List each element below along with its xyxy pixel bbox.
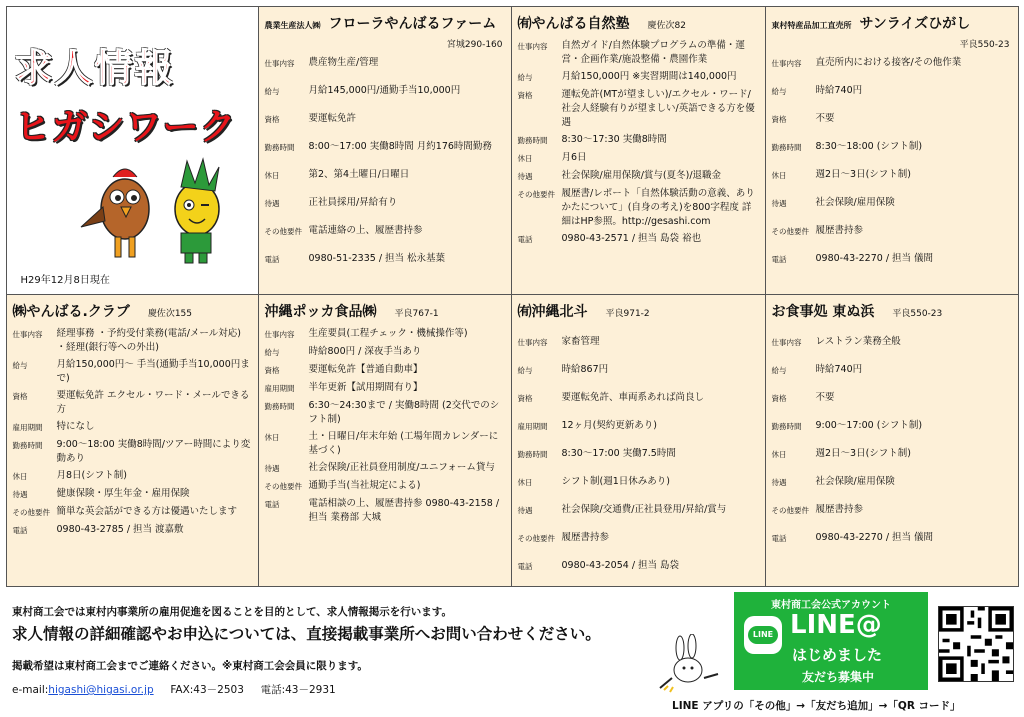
row-label: 待遇 <box>264 198 280 208</box>
row-label: 資格 <box>264 365 280 375</box>
job-card-higashinuhama <box>765 294 1019 587</box>
title-panel <box>6 6 259 295</box>
row-value: 社会保険/正社員登用制度/ユニフォーム貸与 <box>308 461 495 473</box>
row-label: 給与 <box>517 365 533 375</box>
row-value: 社会保険/雇用保険 <box>815 475 895 487</box>
mascot-illustration <box>77 157 247 267</box>
row-value: 社会保険/交通費/正社員登用/昇給/賞与 <box>561 503 727 515</box>
row-label: 休日 <box>264 170 280 180</box>
qr-code-icon[interactable] <box>938 606 1014 682</box>
row-value: 8:00～17:00 実働8時間 月約176時間勤務 <box>308 140 492 152</box>
company-location: 平良550-23 <box>892 308 943 319</box>
row-value: 社会保険/雇用保険/賞与(夏冬)/退職金 <box>561 169 722 181</box>
row-value: 週2日～3日(シフト制) <box>815 447 912 459</box>
row-label: 雇用期間 <box>12 422 43 432</box>
row-label: その他要件 <box>771 505 809 515</box>
row-value: 9:00～18:00 実働8時間/ツアー時間により変動あり <box>56 438 251 464</box>
row-value: 8:30～17:30 実働8時間 <box>561 133 667 145</box>
company-location: 慶佐次155 <box>147 308 193 319</box>
job-card-sunrise-higashi <box>765 6 1019 295</box>
row-value: 0980-43-2571 / 担当 島袋 裕也 <box>561 232 702 244</box>
as-of-date: H29年12月8日現在 <box>20 274 110 286</box>
row-value: 月給150,000円～ 手当(通勤手当10,000円まで) <box>56 358 250 384</box>
row-label: 勤務時間 <box>771 421 802 431</box>
row-label: 仕事内容 <box>517 337 548 347</box>
line-logo-text: LINE <box>748 626 778 644</box>
row-value: 不要 <box>815 391 835 403</box>
rabbit-mascot-icon <box>658 634 728 694</box>
email-label: e-mail: <box>12 684 49 696</box>
row-label: 待遇 <box>264 463 280 473</box>
row-label: 給与 <box>771 86 787 96</box>
footer-intro: 東村商工会では東村内事業所の雇用促進を図ることを目的として、求人情報掲示を行います。 <box>12 606 452 618</box>
row-value: 時給740円 <box>815 363 863 375</box>
row-value: 8:30～17:00 実働7.5時間 <box>561 447 676 459</box>
row-label: 待遇 <box>12 489 28 499</box>
company-location: 慶佐次82 <box>647 20 686 31</box>
row-value: 不要 <box>815 112 835 124</box>
row-label: 勤務時間 <box>264 142 295 152</box>
row-label: 休日 <box>264 432 280 442</box>
row-label: 勤務時間 <box>517 449 548 459</box>
row-value: レストラン業務全般 <box>815 335 901 347</box>
row-label: その他要件 <box>12 507 50 517</box>
row-label: 電話 <box>517 561 533 571</box>
line-started: はじめました <box>792 646 883 664</box>
row-value: 健康保険・厚生年金・雇用保険 <box>56 487 190 499</box>
line-account-label: 東村商工会公式アカウント <box>771 600 891 611</box>
row-label: 電話 <box>517 234 533 244</box>
row-label: 待遇 <box>517 171 533 181</box>
row-label: その他要件 <box>517 189 555 199</box>
row-label: 仕事内容 <box>264 58 295 68</box>
row-label: 休日 <box>771 449 787 459</box>
row-value: 12ヶ月(契約更新あり) <box>561 419 658 431</box>
row-label: 給与 <box>771 365 787 375</box>
company-name: 沖縄ポッカ食品㈱ <box>264 303 377 320</box>
row-label: 電話 <box>771 533 787 543</box>
row-value: 週2日～3日(シフト制) <box>815 168 912 180</box>
company-name: サンライズひがし <box>859 15 971 32</box>
row-label: 休日 <box>517 477 533 487</box>
row-value: 6:30～24:30まで / 実働8時間 (2交代でのシフト制) <box>308 399 500 425</box>
row-value: 農産物生産/管理 <box>308 56 379 68</box>
row-value: 時給867円 <box>561 363 609 375</box>
row-label: 仕事内容 <box>771 337 802 347</box>
row-value: 第2、第4土曜日/日曜日 <box>308 168 410 180</box>
row-label: その他要件 <box>517 533 555 543</box>
row-value: 直売所内における接客/その他作業 <box>815 56 962 68</box>
row-label: 雇用期間 <box>264 383 295 393</box>
footer <box>6 590 1018 717</box>
row-label: その他要件 <box>264 481 302 491</box>
row-value: 0980-51-2335 / 担当 松永基葉 <box>308 252 446 264</box>
row-label: 資格 <box>771 114 787 124</box>
row-value: 家畜管理 <box>561 335 600 347</box>
line-logo-icon <box>744 616 782 654</box>
company-location: 平良971-2 <box>605 308 650 319</box>
row-label: 資格 <box>12 391 28 401</box>
line-at-heading: LINE@ <box>790 610 882 640</box>
row-value: 経理事務 ・予約受付業務(電話/メール対応) ・経理(銀行等への外出) <box>56 327 241 353</box>
row-label: 休日 <box>517 153 533 163</box>
title-line2: ヒガシワーク <box>14 106 237 148</box>
line-promo-banner[interactable] <box>734 592 928 690</box>
row-label: 電話 <box>12 525 28 535</box>
row-label: 休日 <box>12 471 28 481</box>
footer-contacts <box>12 682 336 697</box>
row-value: 簡単な英会話ができる方は優遇いたします <box>56 505 238 517</box>
row-label: 仕事内容 <box>12 329 43 339</box>
row-value: 土・日曜日/年末年始 (工場年間カレンダーに基づく) <box>308 430 499 456</box>
fax-number: FAX:43－2503 <box>170 684 244 696</box>
row-value: シフト制(週1日休みあり) <box>561 475 670 487</box>
row-label: 給与 <box>264 347 280 357</box>
company-location: 平良767-1 <box>394 308 439 319</box>
row-value: 要運転免許【普通自動車】 <box>308 363 423 375</box>
job-grid <box>6 6 1018 586</box>
row-label: 給与 <box>264 86 280 96</box>
job-card-flora <box>258 6 512 295</box>
row-value: 0980-43-2270 / 担当 儀間 <box>815 531 934 543</box>
company-name: ㈲沖縄北斗 <box>517 303 588 320</box>
row-label: 仕事内容 <box>771 58 802 68</box>
row-value: 履歴書持参 <box>815 503 864 515</box>
row-value: 要運転免許 エクセル・ワード・メールできる方 <box>56 389 250 415</box>
row-label: 待遇 <box>517 505 533 515</box>
row-label: 勤務時間 <box>771 142 802 152</box>
row-label: 勤務時間 <box>517 135 548 145</box>
row-label: 待遇 <box>771 198 787 208</box>
row-value: 特になし <box>56 420 95 432</box>
row-label: 勤務時間 <box>264 401 295 411</box>
row-value: 自然ガイド/自然体験プログラムの準備・運営・企画作業/施設整備・農園作業 <box>561 39 745 65</box>
title-line1: 求人情報 <box>14 45 175 90</box>
row-value: 社会保険/雇用保険 <box>815 196 895 208</box>
row-value: 時給740円 <box>815 84 863 96</box>
row-value: 8:30～18:00 (シフト制) <box>815 140 923 152</box>
row-label: その他要件 <box>771 226 809 236</box>
row-label: 給与 <box>12 360 28 370</box>
footer-listing-note: 掲載希望は東村商工会までご連絡ください。※東村商工会会員に限ります。 <box>12 660 368 672</box>
row-value: 9:00～17:00 (シフト制) <box>815 419 923 431</box>
row-value: 半年更新【試用期間有り】 <box>308 381 423 393</box>
row-value: 0980-43-2054 / 担当 島袋 <box>561 559 680 571</box>
row-value: 要運転免許、車両系あれば尚良し <box>561 391 705 403</box>
job-card-yanbaru-shizenjuku <box>511 6 766 295</box>
job-card-yanbaru-club <box>6 294 259 587</box>
row-value: 0980-43-2270 / 担当 儀間 <box>815 252 934 264</box>
company-prefix: 東村特産品加工直売所 <box>771 20 852 30</box>
row-value: 電話相談の上、履歴書持参 0980-43-2158 / 担当 業務部 大城 <box>308 497 500 523</box>
row-label: 勤務時間 <box>12 440 43 450</box>
row-label: 休日 <box>771 170 787 180</box>
row-label: 資格 <box>517 393 533 403</box>
row-value: 月給150,000円 ※実習期間は140,000円 <box>561 70 737 82</box>
footer-contact-notice: 求人情報の詳細確認やお申込については、直接掲載事業所へお問い合わせください。 <box>12 625 601 643</box>
row-label: 資格 <box>517 90 533 100</box>
row-label: 資格 <box>771 393 787 403</box>
row-value: 履歴書/レポート「自然体験活動の意義、ありかたについて」(自身の考え)を800字程度 詳細はHP参照。http://gesashi.com <box>561 187 755 227</box>
row-label: 待遇 <box>771 477 787 487</box>
row-label: 資格 <box>264 114 280 124</box>
row-value: 通勤手当(当社規定による) <box>308 479 421 491</box>
row-label: 電話 <box>264 499 280 509</box>
row-value: 生産要員(工程チェック・機械操作等) <box>308 327 468 339</box>
row-label: 雇用期間 <box>517 421 548 431</box>
row-value: 月給145,000円/通勤手当10,000円 <box>308 84 461 96</box>
row-value: 履歴書持参 <box>561 531 610 543</box>
row-label: 電話 <box>264 254 280 264</box>
company-name: ㈱やんばる.クラブ <box>12 303 130 320</box>
row-value: 月6日 <box>561 151 587 163</box>
job-card-okinawa-pokka <box>258 294 512 587</box>
row-value: 月8日(シフト制) <box>56 469 127 481</box>
line-recruiting-friends: 友だち募集中 <box>802 670 875 684</box>
row-label: 給与 <box>517 72 533 82</box>
email-link[interactable]: higashi@higasi.or.jp <box>48 684 154 696</box>
company-name: フローラやんばるファーム <box>328 15 497 32</box>
row-label: 電話 <box>771 254 787 264</box>
line-add-friend-instructions: LINE アプリの「その他」→「友だち追加」→「QR コード」 <box>672 700 961 712</box>
row-label: 仕事内容 <box>264 329 295 339</box>
row-value: 0980-43-2785 / 担当 渡嘉敷 <box>56 523 184 535</box>
row-value: 正社員採用/昇給有り <box>308 196 398 208</box>
phone-number: 電話:43－2931 <box>260 684 336 696</box>
row-value: 運転免許(MTが望ましい)/エクセル・ワード/社会人経験有りが望ましい/英語できる方を優遇 <box>561 88 755 128</box>
company-name: お食事処 東ぬ浜 <box>771 303 875 320</box>
company-prefix: 農業生産法人㈱ <box>264 20 321 30</box>
company-location: 平良550-23 <box>959 39 1010 50</box>
company-location: 宮城290-160 <box>446 39 503 50</box>
row-value: 履歴書持参 <box>815 224 864 236</box>
company-name: ㈲やんばる自然塾 <box>517 15 630 32</box>
row-value: 時給800円 / 深夜手当あり <box>308 345 422 357</box>
row-value: 電話連絡の上、履歴書持参 <box>308 224 423 236</box>
row-value: 要運転免許 <box>308 112 357 124</box>
row-label: その他要件 <box>264 226 302 236</box>
row-label: 仕事内容 <box>517 41 548 51</box>
job-card-okinawa-hokuto <box>511 294 766 587</box>
